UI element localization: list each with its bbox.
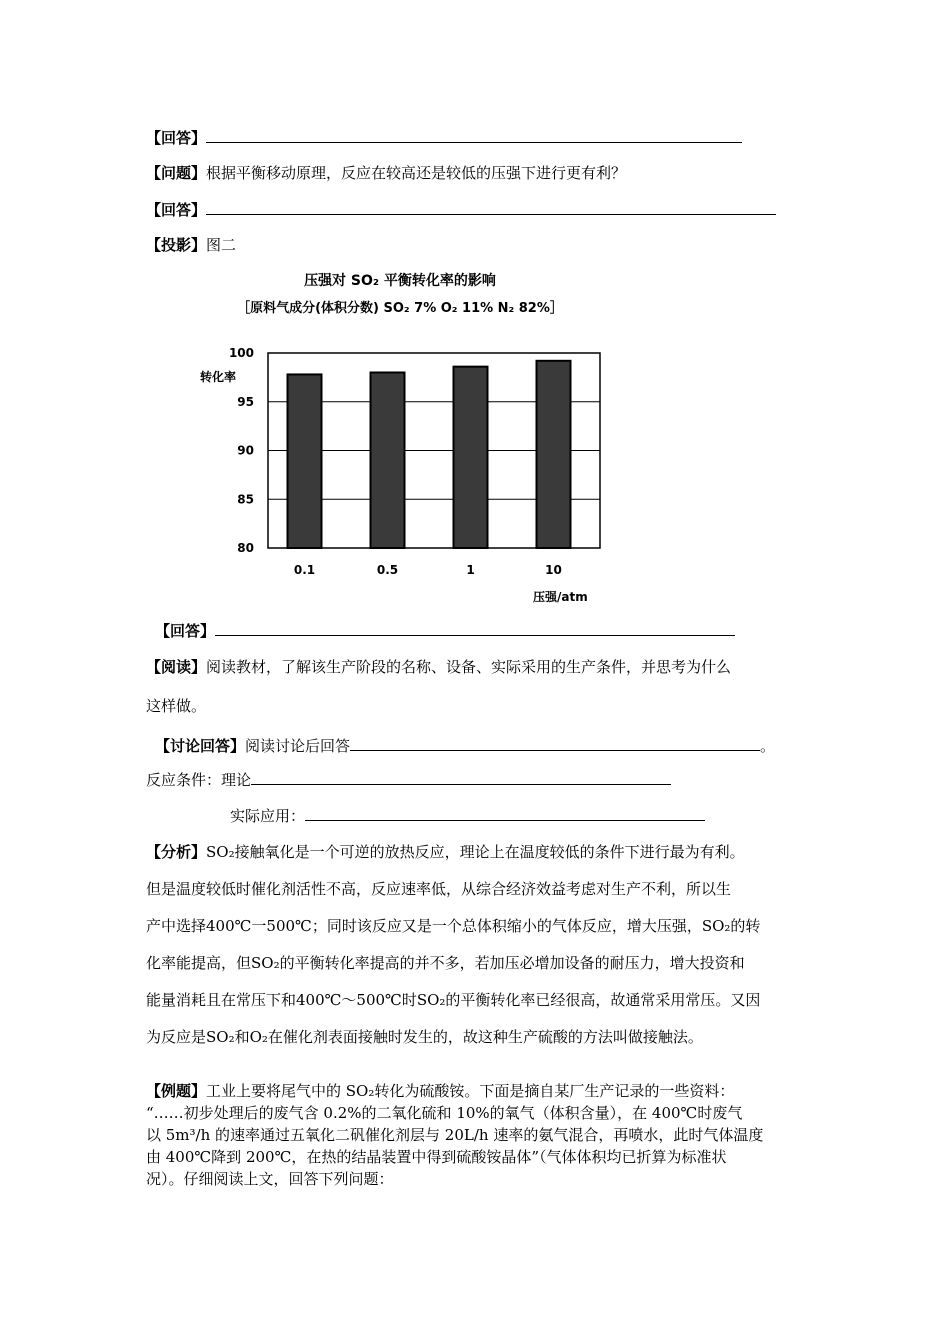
y-tick-label: 100 (228, 346, 254, 360)
answer-label: 【回答】 (146, 201, 207, 219)
reading-text: 阅读教材，了解该生产阶段的名称、设备、实际采用的生产条件，并思考为什么 (206, 658, 732, 676)
answer-label: 【回答】 (155, 622, 216, 640)
y-axis-label: 转化率 (200, 370, 237, 384)
x-tick-label: 1 (466, 563, 475, 577)
practical-line (230, 805, 705, 826)
discussion-blank[interactable] (350, 735, 760, 751)
analysis-line: 能量消耗且在常压下和400℃～500℃时SO₂的平衡转化率已经很高，故通常采用常压。又因 (146, 991, 761, 1009)
analysis-line: 为反应是SO₂和O₂在催化剂表面接触时发生的，故这种生产硫酸的方法叫做接触法。 (146, 1028, 703, 1046)
answer-blank[interactable] (215, 620, 735, 636)
reading-label: 【阅读】 (146, 658, 207, 676)
discussion-end: 。 (760, 737, 776, 755)
bar (537, 361, 571, 548)
practical-blank[interactable] (305, 805, 705, 821)
x-tick-label: 0.1 (293, 563, 316, 577)
example-paragraph (146, 1080, 808, 1190)
reading-line-1 (146, 657, 731, 677)
pressure-conversion-chart (190, 266, 620, 611)
condition-line (146, 769, 671, 790)
example-line: 况）。仔细阅读上文，回答下列问题： (146, 1170, 394, 1188)
x-axis-label: 压强/atm (533, 590, 588, 604)
answer-line-2 (146, 199, 776, 220)
example-line: 由 400℃降到 200℃，在热的结晶装置中得到硫酸铵晶体”（气体体积均已折算为标准状 (146, 1148, 727, 1166)
analysis-line: 化率能提高，但SO₂的平衡转化率提高的并不多，若加压必增加设备的耐压力，增大投资和 (146, 954, 745, 972)
analysis-label: 【分析】 (146, 843, 207, 861)
discussion-label: 【讨论回答】 (155, 737, 246, 755)
projection-text: 图二 (206, 236, 237, 254)
answer-label: 【回答】 (146, 129, 207, 147)
analysis-paragraph (146, 834, 808, 1056)
projection-line (146, 235, 236, 255)
y-tick-label: 80 (237, 541, 254, 555)
y-tick-label: 85 (237, 492, 254, 507)
y-tick-label: 95 (237, 394, 254, 409)
question-label: 【问题】 (146, 164, 207, 182)
example-line: “……初步处理后的废气含 0.2%的二氧化硫和 10%的氧气（体积含量），在 400℃时废气 (146, 1104, 743, 1122)
discussion-text: 阅读讨论后回答 (245, 737, 351, 755)
condition-label: 反应条件：理论 (146, 771, 252, 789)
reading-line-2 (146, 696, 206, 716)
example-line (146, 1080, 808, 1102)
example-line: 以 5m³/h 的速率通过五氧化二矾催化剂层与 20L/h 速率的氨气混合，再喷水，此时气体温度 (146, 1126, 764, 1144)
answer-blank[interactable] (206, 199, 776, 215)
analysis-line: 但是温度较低时催化剂活性不高，反应速率低，从综合经济效益考虑对生产不利，所以生 (146, 880, 732, 898)
reading-text-cont: 这样做。 (146, 697, 207, 715)
analysis-line (146, 834, 808, 871)
answer-line-3 (155, 620, 735, 641)
practical-label: 实际应用： (230, 807, 306, 825)
example-text: 工业上要将尾气中的 SO₂转化为硫酸铵。下面是摘自某厂生产记录的一些资料： (206, 1082, 735, 1100)
bar (454, 367, 488, 548)
question-text: 根据平衡移动原理，反应在较高还是较低的压强下进行更有利？ (206, 164, 627, 182)
y-tick-label: 90 (237, 443, 254, 458)
answer-line-1 (146, 127, 742, 148)
analysis-line: 产中选择400℃一500℃；同时该反应又是一个总体积缩小的气体反应，增大压强，SO₂的转 (146, 917, 761, 935)
answer-blank[interactable] (206, 127, 742, 143)
bar (288, 374, 322, 548)
chart-subtitle: ［原料气成分(体积分数) SO₂ 7% O₂ 11% N₂ 82%］ (237, 301, 563, 316)
question-line (146, 163, 626, 183)
analysis-text: SO₂接触氧化是一个可逆的放热反应，理论上在温度较低的条件下进行最为有利。 (206, 843, 745, 861)
example-label: 【例题】 (146, 1082, 207, 1100)
discussion-line (155, 735, 775, 756)
x-tick-label: 0.5 (376, 563, 399, 577)
projection-label: 【投影】 (146, 236, 207, 254)
condition-blank[interactable] (251, 769, 671, 785)
chart-title: 压强对 SO₂ 平衡转化率的影响 (304, 273, 496, 289)
bar (371, 373, 405, 549)
x-tick-label: 10 (545, 563, 562, 577)
